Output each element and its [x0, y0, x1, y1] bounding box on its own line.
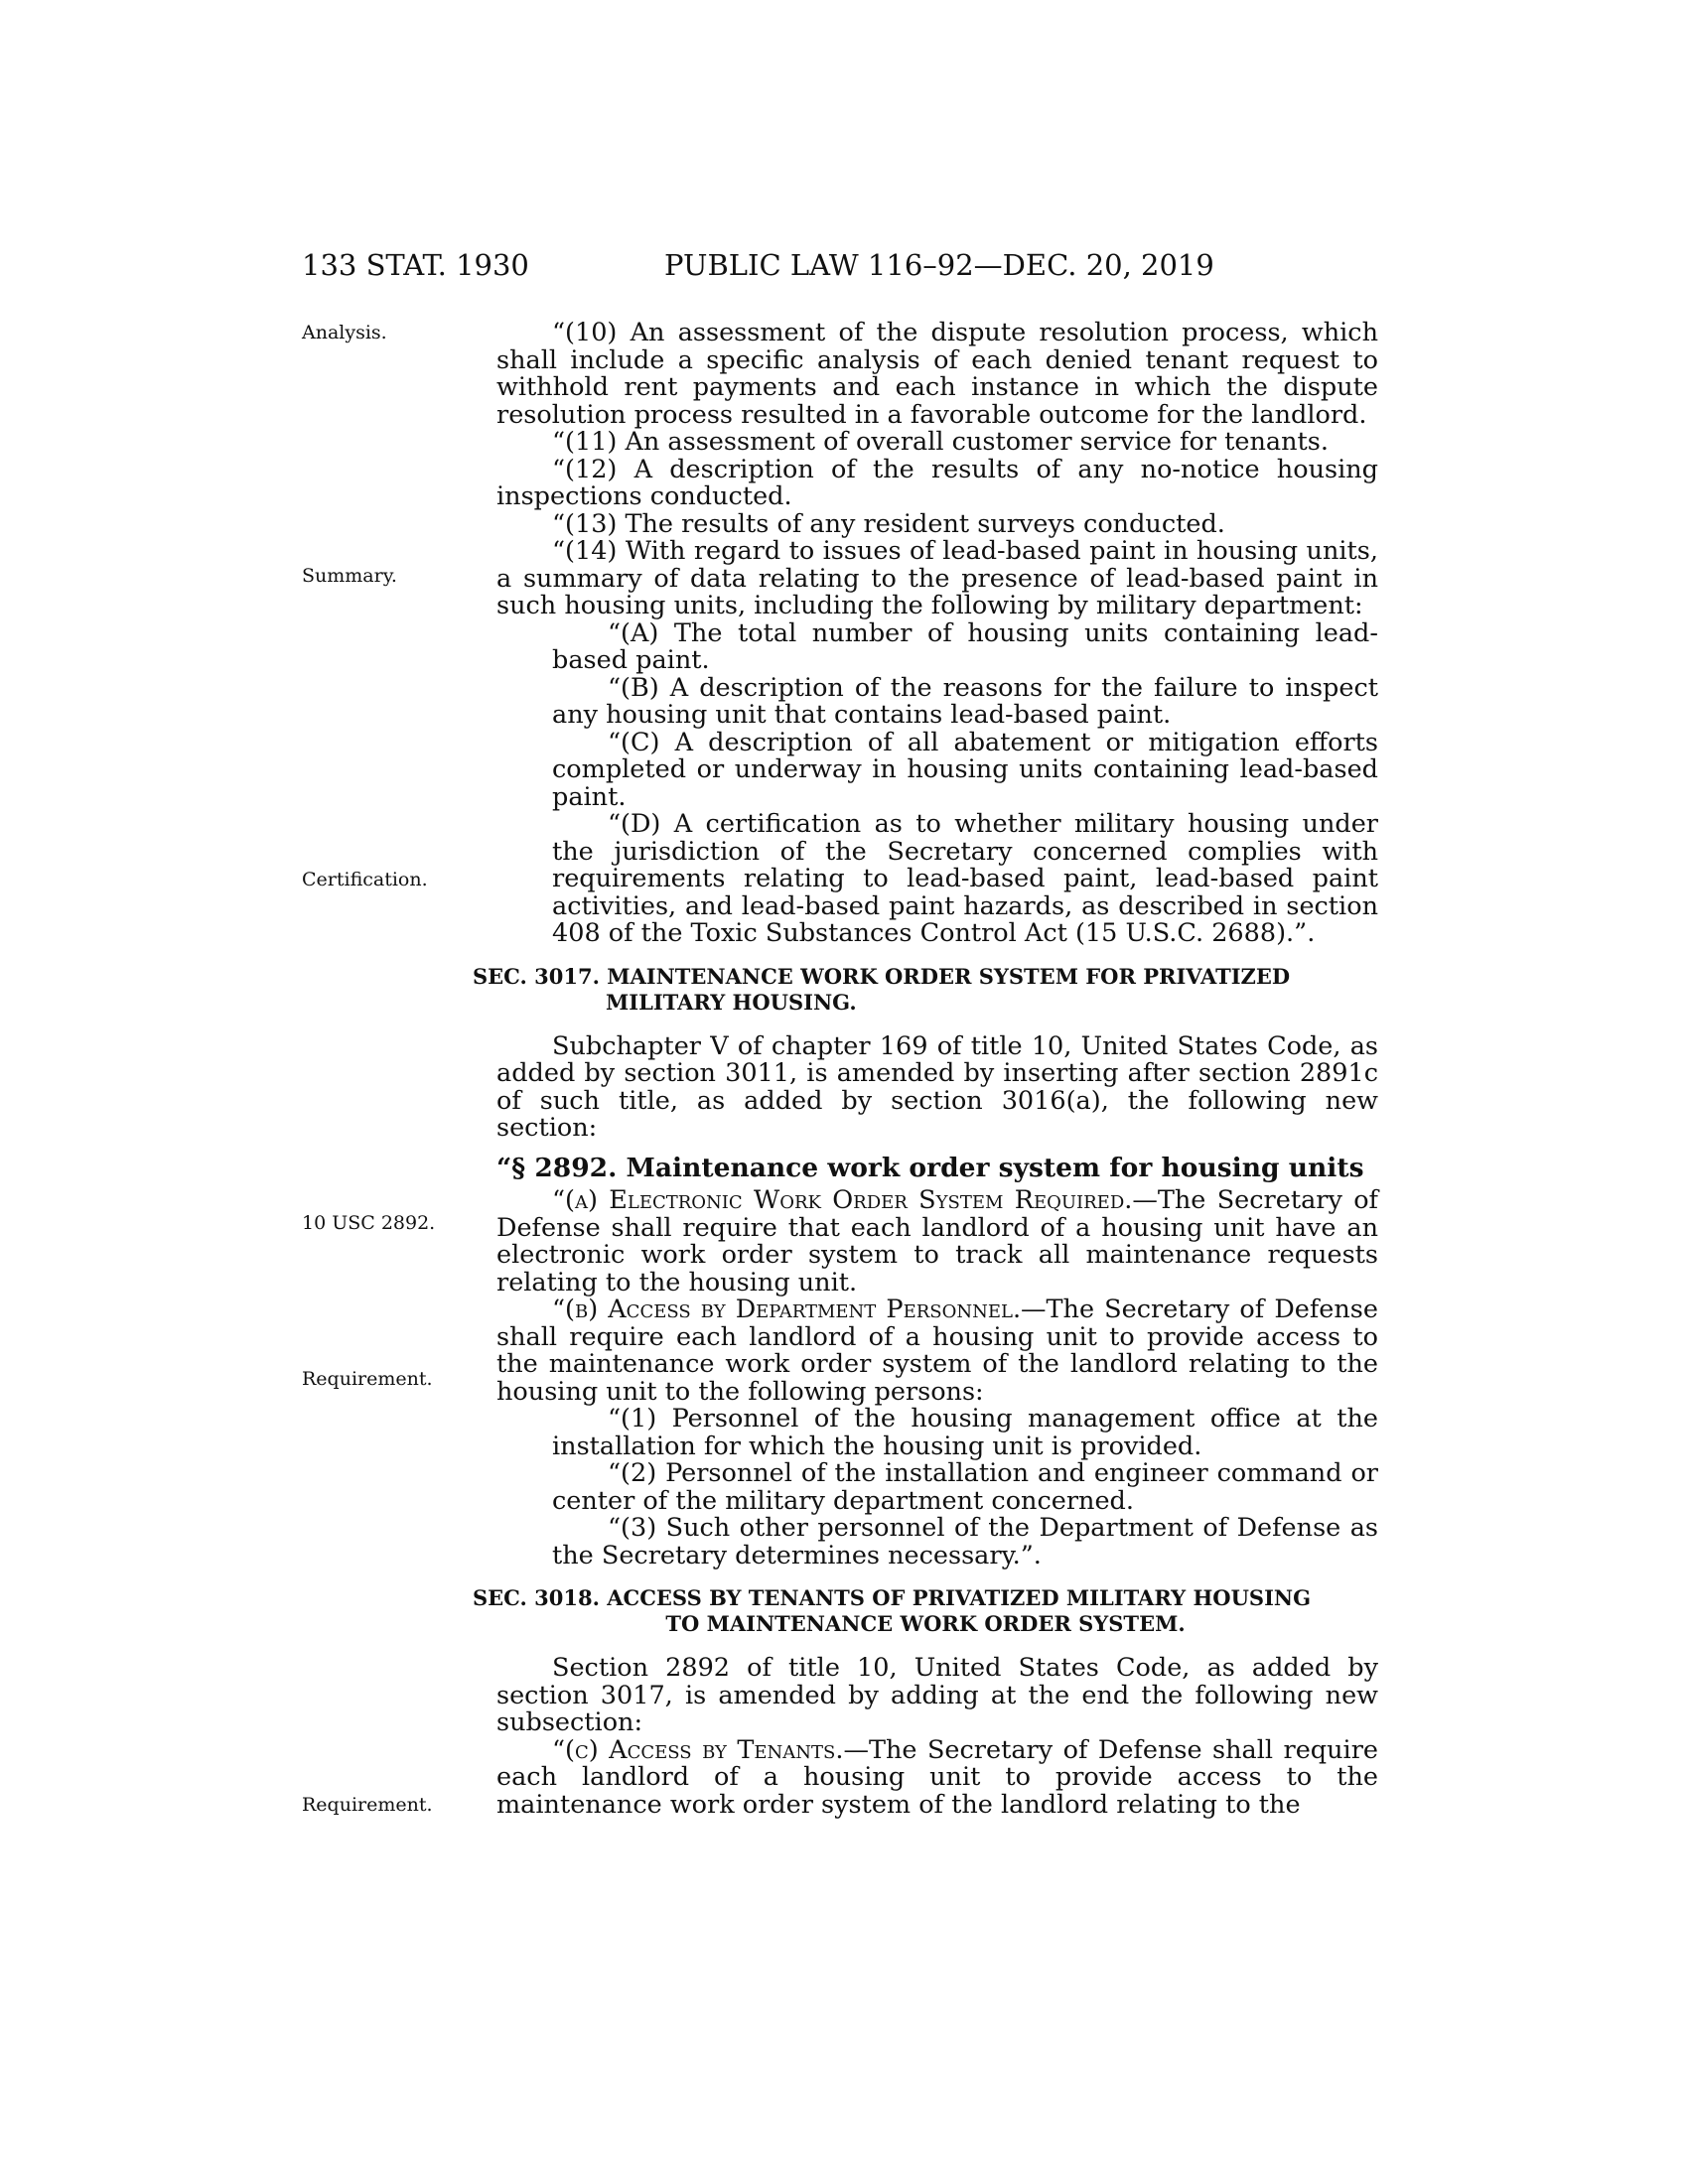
section-heading-line: MILITARY HOUSING.	[606, 989, 857, 1015]
paragraph-b1: “(1) Personnel of the housing management office at the installation for which the housing unit is provided.	[552, 1404, 1378, 1461]
section-2892-title: “§ 2892. Maintenance work order system for housing units	[496, 1152, 1364, 1183]
page-reference: 133 STAT. 1930	[302, 248, 529, 282]
section-3017-text: Subchapter V of chapter 169 of title 10, United States Code, as added by section 3011, is amended by inserting after section 2891c of such title, as added by section 3016(a), the following new section:	[496, 1030, 1378, 1143]
paragraph-14: “(14) With regard to issues of lead-based paint in housing units, a summary of data relating to the presence of lead-based paint in such housing units, including the following by military department:	[496, 536, 1378, 620]
paragraph-12: “(12) A description of the results of any no-notice housing inspections conducted.	[496, 454, 1378, 511]
margin-note-analysis: Analysis.	[302, 322, 387, 343]
subsection-c-heading: “(c) Access by Tenants.	[552, 1734, 844, 1765]
margin-note-requirement: Requirement.	[302, 1794, 433, 1816]
subsection-c-text: —The Secretary of Defense shall require each landlord of a housing unit to provide access to the maintenance work order system of the landlord relating to the	[496, 1734, 1378, 1820]
running-header	[0, 248, 1688, 288]
subsection-b	[496, 1297, 1378, 1406]
margin-note-summary: Summary.	[302, 565, 397, 587]
subsection-c	[496, 1734, 1378, 1820]
section-heading-line: TO MAINTENANCE WORK ORDER SYSTEM.	[665, 1611, 1186, 1636]
subsection-b-heading: “(b) Access by Department Personnel.	[552, 1295, 1022, 1324]
subparagraph-a: “(A) The total number of housing units containing lead-based paint.	[552, 617, 1378, 675]
subsection-a-text: —The Secretary of Defense shall require that each landlord of a housing unit have an electronic work order system to track all maintenance requests relating to the housing unit.	[496, 1185, 1378, 1297]
subparagraph-c: “(C) A description of all abatement or mitigation efforts completed or underway in housing units containing lead-based paint.	[552, 727, 1378, 812]
subparagraph-d: “(D) A certification as to whether military housing under the jurisdiction of the Secretary concerned complies with requirements relating to lead-based paint, lead-based paint activities, and lead-based paint hazards, as described in section 408 of the Toxic Substances Control Act (15 U.S.C. 2688).”.	[552, 809, 1378, 948]
paragraph-10: “(10) An assessment of the dispute resolution process, which shall include a specific analysis of each denied tenant request to withhold rent payments and each instance in which the dispute resolution process resulted in a favorable outcome for the landlord.	[496, 318, 1378, 430]
section-3017-heading	[473, 964, 1378, 1016]
public-law-title: PUBLIC LAW 116–92—DEC. 20, 2019	[664, 248, 1214, 282]
paragraph-b2: “(2) Personnel of the installation and engineer command or center of the military department concerned.	[552, 1458, 1378, 1516]
margin-note-requirement: Requirement.	[302, 1368, 433, 1390]
section-3018-heading	[473, 1585, 1378, 1637]
subparagraph-b: “(B) A description of the reasons for the failure to inspect any housing unit that contains lead-based paint.	[552, 672, 1378, 730]
margin-note-certification: Certification.	[302, 869, 428, 890]
section-3018-text: Section 2892 of title 10, United States Code, as added by section 3017, is amended by adding at the end the following new subsection:	[496, 1653, 1378, 1737]
page-body	[473, 318, 1378, 1820]
margin-note-usc: 10 USC 2892.	[302, 1212, 436, 1234]
section-heading-line: SEC. 3018. ACCESS BY TENANTS OF PRIVATIZED MILITARY HOUSING	[473, 1585, 1312, 1610]
paragraph-11: “(11) An assessment of overall customer service for tenants.	[552, 427, 1329, 457]
subsection-a	[496, 1187, 1378, 1297]
paragraph-13: “(13) The results of any resident surveys conducted.	[552, 508, 1225, 539]
subsection-a-heading: “(a) Electronic Work Order System Required.	[552, 1185, 1133, 1215]
subsection-b-text: —The Secretary of Defense shall require each landlord of a housing unit to provide access to the maintenance work order system of the landlord relating to the housing unit to the following persons:	[496, 1295, 1378, 1407]
paragraph-b3: “(3) Such other personnel of the Department of Defense as the Secretary determines necessary.”.	[552, 1513, 1378, 1570]
section-heading-line: SEC. 3017. MAINTENANCE WORK ORDER SYSTEM FOR PRIVATIZED	[473, 963, 1291, 989]
